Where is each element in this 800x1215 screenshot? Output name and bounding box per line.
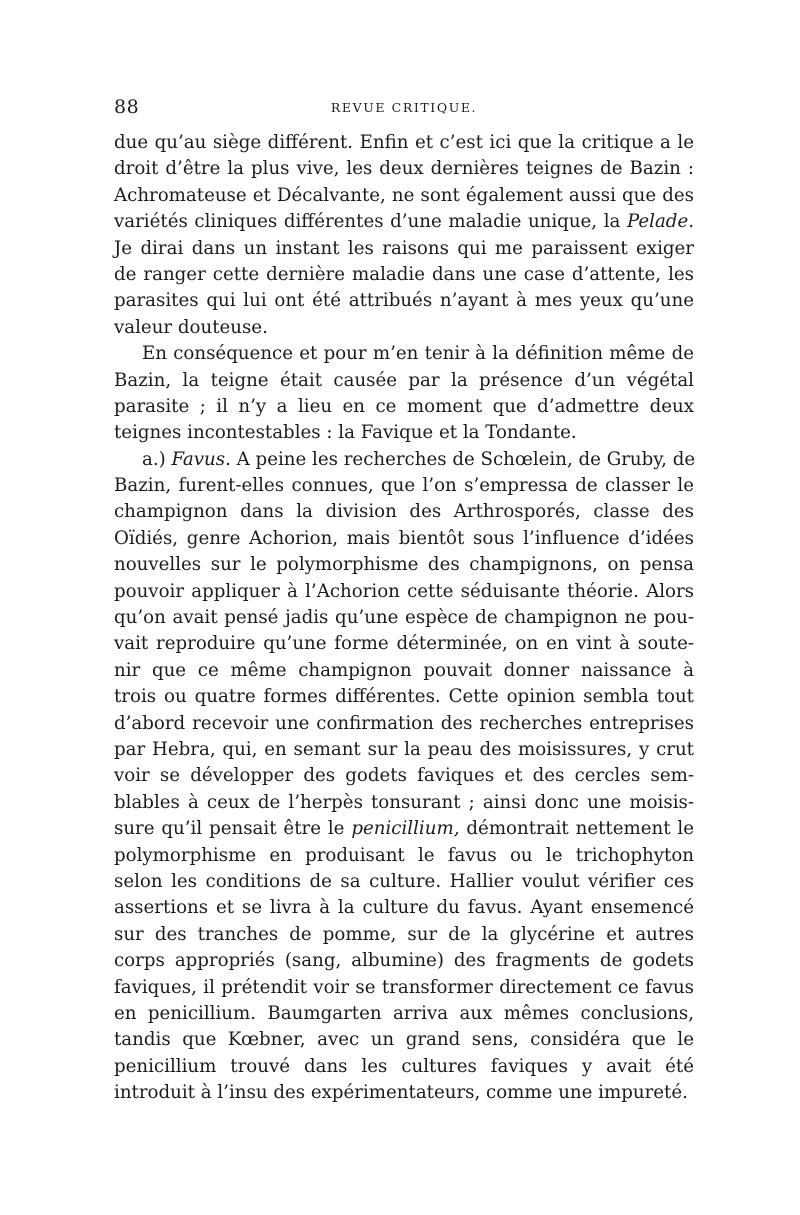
text-segment: due qu’au siège différent. Enfin et c’est ici que la critique a le <box>114 132 694 153</box>
text-segment: Bazin, furent-elles connues, que l’on s’empressa de classer le <box>114 475 694 497</box>
text-segment: sure qu’il pensait être le <box>114 818 352 840</box>
text-line <box>114 605 694 631</box>
text-segment: blables à ceux de l’herpès tonsurant ; ainsi donc une moisis- <box>114 791 694 813</box>
text-line <box>114 526 694 552</box>
running-head: REVUE CRITIQUE. <box>330 100 478 115</box>
text-line <box>114 209 694 235</box>
text-line <box>114 579 694 605</box>
text-line <box>114 895 694 921</box>
text-line <box>114 1080 694 1106</box>
text-segment: nouvelles sur le polymorphisme des champignons, on pensa <box>114 554 694 576</box>
text-segment: introduit à l’insu des expérimentateurs, comme une impureté. <box>114 1082 688 1104</box>
body-text <box>114 130 694 1106</box>
text-line <box>114 447 694 473</box>
text-segment: sur des tranches de pomme, sur de la glycérine et autres <box>114 923 694 945</box>
italic-text: penicillium, <box>351 818 460 840</box>
text-segment: démontrait nettement le <box>459 818 694 840</box>
text-line <box>114 922 694 948</box>
text-segment: de ranger cette dernière maladie dans une case d’attente, les <box>114 263 694 285</box>
text-line <box>114 368 694 394</box>
text-line <box>114 1054 694 1080</box>
text-segment: nir que ce même champignon pouvait donner naissance à <box>114 659 694 681</box>
text-line <box>114 843 694 869</box>
text-line <box>114 684 694 710</box>
text-line <box>114 737 694 763</box>
text-line <box>114 790 694 816</box>
text-line <box>114 394 694 420</box>
text-line <box>114 288 694 314</box>
text-line <box>114 763 694 789</box>
text-line <box>114 711 694 737</box>
page-header <box>114 94 694 126</box>
text-segment: assertions et se livra à la culture du favus. Ayant ensemencé <box>114 897 694 919</box>
book-page <box>114 94 694 1106</box>
text-segment: trois ou quatre formes différentes. Cette opinion sembla tout <box>114 686 694 708</box>
text-segment: parasite ; il n’y a lieu en ce moment que d’admettre deux <box>114 395 694 417</box>
text-segment: droit d’être la plus vive, les deux dernières teignes de Bazin : <box>114 158 694 180</box>
text-segment: valeur douteuse. <box>114 316 268 338</box>
text-line <box>114 130 694 156</box>
text-segment: vait reproduire qu’une forme déterminée, on en vint à soute- <box>114 633 694 655</box>
text-segment: qu’on avait pensé jadis qu’une espèce de champignon ne pou- <box>114 607 694 629</box>
text-segment: En conséquence et pour m’en tenir à la définition même de <box>142 343 694 365</box>
text-segment: penicillium trouvé dans les cultures faviques y avait été <box>114 1055 694 1077</box>
text-segment: a.) <box>142 448 172 470</box>
text-line <box>114 262 694 288</box>
text-line <box>114 315 694 341</box>
text-line <box>114 631 694 657</box>
text-segment: voir se développer des godets faviques et des cercles sem- <box>114 765 694 787</box>
text-line <box>114 156 694 182</box>
text-line <box>114 552 694 578</box>
text-line <box>114 658 694 684</box>
text-segment: Oïdiés, genre Achorion, mais bientôt sous l’influence d’idées <box>114 527 694 549</box>
text-segment: parasites qui lui ont été attribués n’ayant à mes yeux qu’une <box>114 290 694 312</box>
text-segment: champignon dans la division des Arthrosporés, classe des <box>114 501 694 523</box>
text-segment: par Hebra, qui, en semant sur la peau des moisissures, y crut <box>114 738 694 760</box>
text-line <box>114 183 694 209</box>
text-segment: variétés cliniques différentes d’une maladie unique, la <box>114 211 627 233</box>
text-segment: faviques, il prétendit voir se transformer directement ce favus <box>114 976 694 998</box>
text-segment: Achromateuse et Décalvante, ne sont également aussi que des <box>114 184 694 206</box>
text-line <box>114 1027 694 1053</box>
text-segment: pouvoir appliquer à l’Achorion cette séduisante théorie. Alors <box>114 580 694 602</box>
text-segment: d’abord recevoir une confirmation des recherches entreprises <box>114 712 694 734</box>
text-line <box>114 869 694 895</box>
text-line <box>114 473 694 499</box>
page-number: 88 <box>114 96 140 118</box>
italic-text: Favus. <box>171 448 231 470</box>
text-line <box>114 236 694 262</box>
text-segment: A peine les recherches de Schœlein, de Gruby, de <box>230 448 696 470</box>
text-segment: corps appropriés (sang, albumine) des fragments de godets <box>114 950 694 972</box>
text-line <box>114 948 694 974</box>
text-segment: selon les conditions de sa culture. Hallier voulut vérifier ces <box>114 870 694 892</box>
italic-text: Pelade. <box>626 211 694 233</box>
text-line <box>114 499 694 525</box>
text-segment: polymorphisme en produisant le favus ou le trichophyton <box>114 844 694 866</box>
text-segment: Bazin, la teigne était causée par la présence d’un végétal <box>114 369 694 391</box>
text-line <box>114 420 694 446</box>
text-line <box>114 341 694 367</box>
text-segment: teignes incontestables : la Favique et la Tondante. <box>114 422 577 444</box>
text-segment: en penicillium. Baumgarten arriva aux mêmes conclusions, <box>114 1002 694 1024</box>
text-line <box>114 816 694 842</box>
text-line <box>114 975 694 1001</box>
text-line <box>114 1001 694 1027</box>
text-segment: Je dirai dans un instant les raisons qui me paraissent exiger <box>114 237 694 259</box>
text-segment: tandis que Kœbner, avec un grand sens, considéra que le <box>114 1029 694 1051</box>
